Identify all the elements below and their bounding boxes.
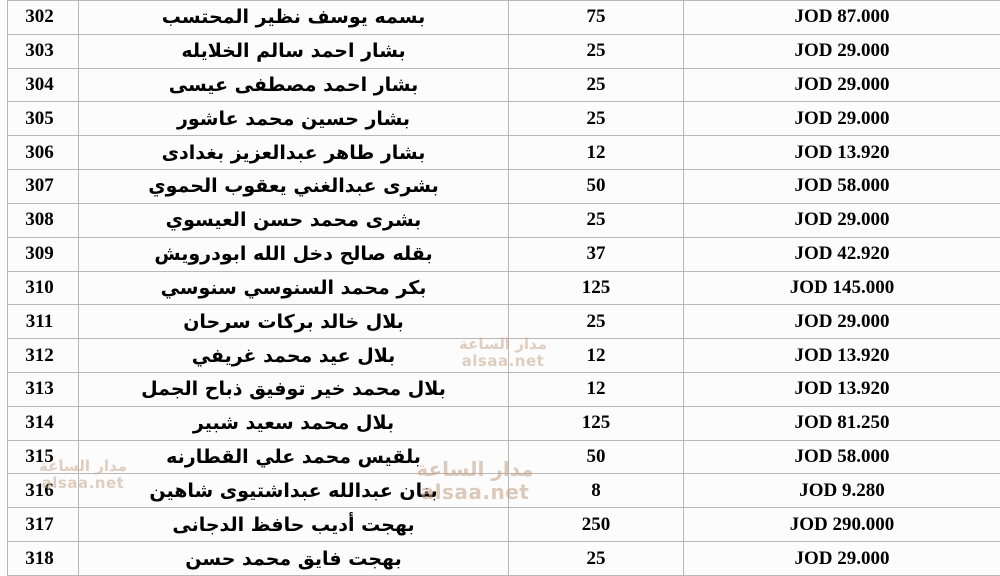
cell-name: بقله صالح دخل الله ابودرويش xyxy=(79,237,509,271)
cell-name: بلقيس محمد علي القطارنه xyxy=(79,440,509,474)
table-row xyxy=(1,203,1000,237)
cell-quantity: 75 xyxy=(509,1,684,35)
cell-name: بشرى عبدالغني يعقوب الحموي xyxy=(79,170,509,204)
cell-index: 309 xyxy=(1,237,79,271)
cell-name: بلال محمد سعيد شبير xyxy=(79,406,509,440)
cell-quantity: 25 xyxy=(509,102,684,136)
cell-amount: JOD 9.280 xyxy=(684,474,1000,508)
watermark-arabic-text: مدار الساعة xyxy=(416,457,534,481)
cell-index: 306 xyxy=(1,136,79,170)
cell-amount: JOD 58.000 xyxy=(684,170,1000,204)
cell-amount: JOD 29.000 xyxy=(684,203,1000,237)
table-row xyxy=(1,305,1000,339)
table-row xyxy=(1,339,1000,373)
watermark-latin-text: alsaa.net xyxy=(420,480,530,504)
cell-amount: JOD 29.000 xyxy=(684,34,1000,68)
table-row xyxy=(1,34,1000,68)
table-row xyxy=(1,372,1000,406)
cell-quantity: 25 xyxy=(509,34,684,68)
cell-name: بشار احمد مصطفى عيسى xyxy=(79,68,509,102)
cell-name: بشار حسين محمد عاشور xyxy=(79,102,509,136)
table-row xyxy=(1,406,1000,440)
cell-index: 317 xyxy=(1,508,79,542)
cell-index: 318 xyxy=(1,542,79,576)
cell-quantity: 12 xyxy=(509,339,684,373)
cell-name: بشرى محمد حسن العيسوي xyxy=(79,203,509,237)
table-row xyxy=(1,102,1000,136)
table-row xyxy=(1,508,1000,542)
cell-amount: JOD 29.000 xyxy=(684,305,1000,339)
cell-name: بنان عبدالله عبداشتيوى شاهين xyxy=(79,474,509,508)
table-row xyxy=(1,1,1000,35)
cell-index: 303 xyxy=(1,34,79,68)
watermark-arabic-text: مدار الساعة xyxy=(459,335,547,353)
cell-quantity: 250 xyxy=(509,508,684,542)
cell-amount: JOD 58.000 xyxy=(684,440,1000,474)
cell-index: 316 xyxy=(1,474,79,508)
table-row xyxy=(1,542,1000,576)
cell-quantity: 25 xyxy=(509,68,684,102)
cell-amount: JOD 29.000 xyxy=(684,68,1000,102)
cell-index: 307 xyxy=(1,170,79,204)
cell-amount: JOD 81.250 xyxy=(684,406,1000,440)
cell-quantity: 8 xyxy=(509,474,684,508)
cell-quantity: 12 xyxy=(509,372,684,406)
cell-index: 313 xyxy=(1,372,79,406)
cell-index: 308 xyxy=(1,203,79,237)
table-row xyxy=(1,474,1000,508)
cell-quantity: 50 xyxy=(509,440,684,474)
table-row xyxy=(1,237,1000,271)
cell-quantity: 25 xyxy=(509,542,684,576)
cell-amount: JOD 42.920 xyxy=(684,237,1000,271)
watermark-arabic-text: مدار الساعة xyxy=(39,457,127,475)
cell-quantity: 125 xyxy=(509,271,684,305)
cell-quantity: 125 xyxy=(509,406,684,440)
table-row xyxy=(1,271,1000,305)
cell-quantity: 25 xyxy=(509,203,684,237)
table-row xyxy=(1,136,1000,170)
cell-index: 302 xyxy=(1,1,79,35)
cell-index: 310 xyxy=(1,271,79,305)
cell-amount: JOD 13.920 xyxy=(684,372,1000,406)
cell-quantity: 50 xyxy=(509,170,684,204)
cell-index: 304 xyxy=(1,68,79,102)
cell-name: بلال محمد خير توفيق ذباح الجمل xyxy=(79,372,509,406)
table-row xyxy=(1,68,1000,102)
cell-name: بلال عيد محمد غريفي xyxy=(79,339,509,373)
table-row xyxy=(1,440,1000,474)
cell-quantity: 25 xyxy=(509,305,684,339)
cell-name: بهجت أديب حافظ الدجانى xyxy=(79,508,509,542)
cell-name: بلال خالد بركات سرحان xyxy=(79,305,509,339)
cell-name: بكر محمد السنوسي سنوسي xyxy=(79,271,509,305)
cell-index: 314 xyxy=(1,406,79,440)
cell-name: بشار طاهر عبدالعزيز بغدادى xyxy=(79,136,509,170)
cell-index: 305 xyxy=(1,102,79,136)
watermark-latin-text: alsaa.net xyxy=(461,352,545,371)
cell-quantity: 37 xyxy=(509,237,684,271)
cell-index: 315 xyxy=(1,440,79,474)
cell-amount: JOD 29.000 xyxy=(684,542,1000,576)
cell-index: 312 xyxy=(1,339,79,373)
cell-quantity: 12 xyxy=(509,136,684,170)
cell-amount: JOD 145.000 xyxy=(684,271,1000,305)
watermark-latin-text: alsaa.net xyxy=(41,474,125,493)
table-body xyxy=(1,1,1000,576)
cell-name: بسمه يوسف نظير المحتسب xyxy=(79,1,509,35)
table-row xyxy=(1,170,1000,204)
cell-name: بشار احمد سالم الخلايله xyxy=(79,34,509,68)
cell-amount: JOD 290.000 xyxy=(684,508,1000,542)
cell-amount: JOD 13.920 xyxy=(684,136,1000,170)
cell-amount: JOD 13.920 xyxy=(684,339,1000,373)
cell-index: 311 xyxy=(1,305,79,339)
cell-amount: JOD 87.000 xyxy=(684,1,1000,35)
cell-amount: JOD 29.000 xyxy=(684,102,1000,136)
cell-name: بهجت فايق محمد حسن xyxy=(79,542,509,576)
